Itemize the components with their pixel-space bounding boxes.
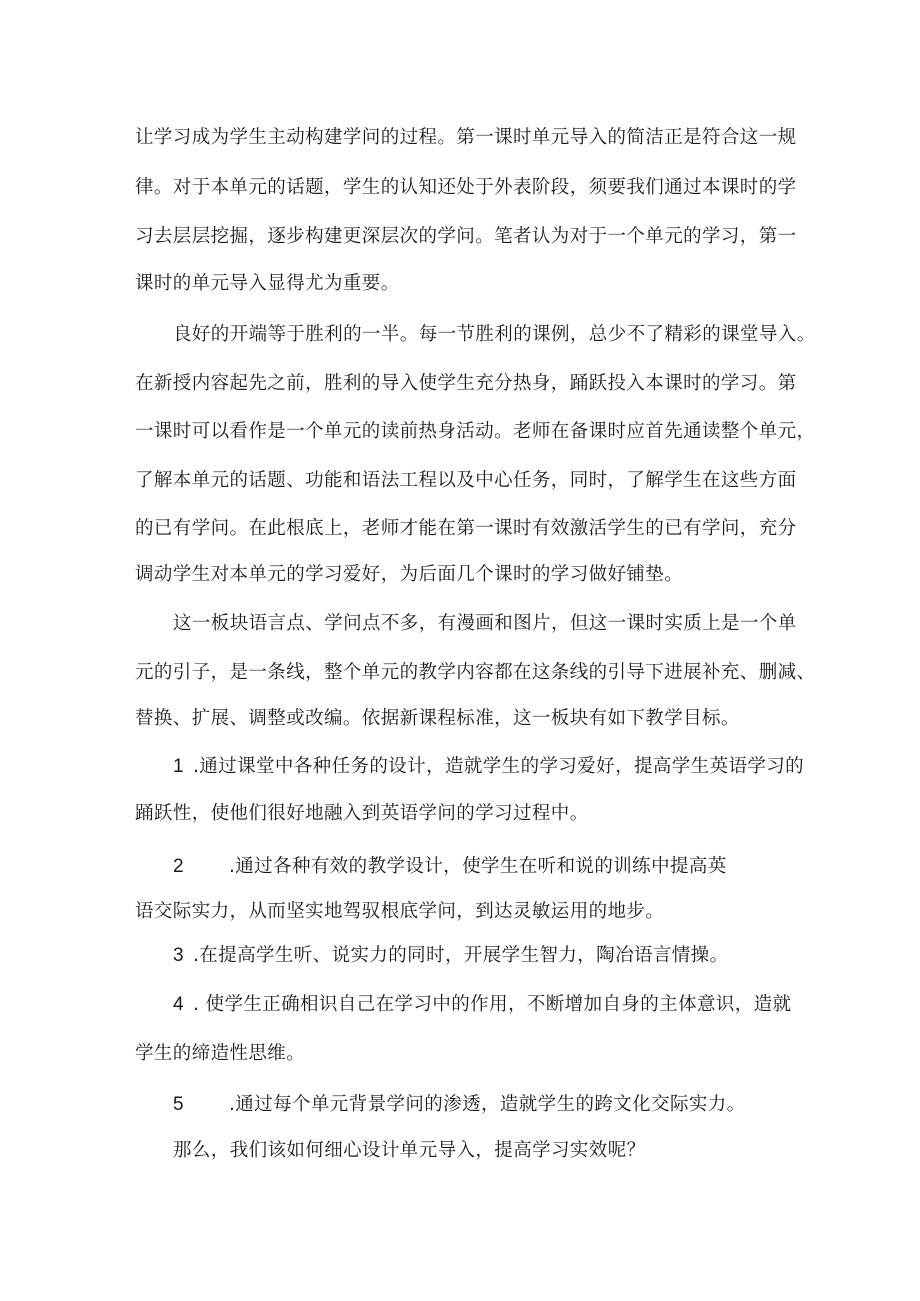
paragraph-line: 了解本单元的话题、功能和语法工程以及中心任务，同时，了解学生在这些方面 [135,470,797,491]
objective-number: 2 [173,856,184,877]
objective-number: 4 [173,994,184,1015]
objective-line: 学生的缔造性思维。 [135,1043,306,1064]
objective-text: .通过各种有效的教学设计，使学生在听和说的训练中提高英 [229,856,727,877]
paragraph-line: 习去层层挖掘，逐步构建更深层次的学问。笔者认为对于一个单元的学习，第一 [135,226,797,247]
paragraph-line: 让学习成为学生主动构建学问的过程。第一课时单元导入的简洁正是符合这一规 [135,127,797,148]
objective-line: 语交际实力，从而坚实地驾驭根底学问，到达灵敏运用的地步。 [135,901,665,922]
objective-line [173,993,791,1017]
paragraph-line: 课时的单元导入显得尤为重要。 [135,273,400,294]
objective-number: 1 [173,756,184,777]
paragraph-line: 良好的开端等于胜利的一半。每一节胜利的课例，总少不了精彩的课堂导入。 [173,324,816,345]
objective-line [173,855,727,879]
paragraph-line: 这一板块语言点、学问点不多，有漫画和图片，但这一课时实质上是一个单 [173,613,797,634]
objective-text: . 使学生正确相识自己在学习中的作用，不断增加自身的主体意识，造就 [193,994,792,1015]
objective-text: .在提高学生听、说实力的同时，开展学生智力，陶冶语言情操。 [193,945,729,966]
paragraph-line: 律。对于本单元的话题，学生的认知还处于外表阶段，须要我们通过本课时的学 [135,177,797,198]
objective-text: .通过课堂中各种任务的设计，造就学生的学习爱好，提高学生英语学习的 [193,756,805,777]
paragraph-line: 在新授内容起先之前，胜利的导入使学生充分热身，踊跃投入本课时的学习。第 [135,373,797,394]
paragraph-line: 的已有学问。在此根底上，老师才能在第一课时有效激活学生的已有学问，充分 [135,518,797,539]
paragraph-line: 替换、扩展、调整或改编。依据新课程标准，这一板块有如下教学目标。 [135,708,740,729]
objective-line [173,755,804,779]
paragraph-line: 元的引子，是一条线，整个单元的教学内容都在这条线的引导下进展补充、删减、 [135,662,816,683]
objective-line: 踊跃性，使他们很好地融入到英语学问的学习过程中。 [135,803,589,824]
objective-number: 5 [173,1094,184,1115]
objective-line [173,944,728,968]
objective-number: 3 [173,945,184,966]
paragraph-line: 一课时可以看作是一个单元的读前热身活动。老师在备课时应首先通读整个单元， [135,421,816,442]
closing-question: 那么，我们该如何细心设计单元导入，提高学习实效呢？ [173,1140,646,1161]
objective-text: .通过每个单元背景学问的渗透，造就学生的跨文化交际实力。 [229,1094,746,1115]
paragraph-line: 调动学生对本单元的学习爱好，为后面几个课时的学习做好铺垫。 [135,564,684,585]
objective-line [173,1093,746,1117]
